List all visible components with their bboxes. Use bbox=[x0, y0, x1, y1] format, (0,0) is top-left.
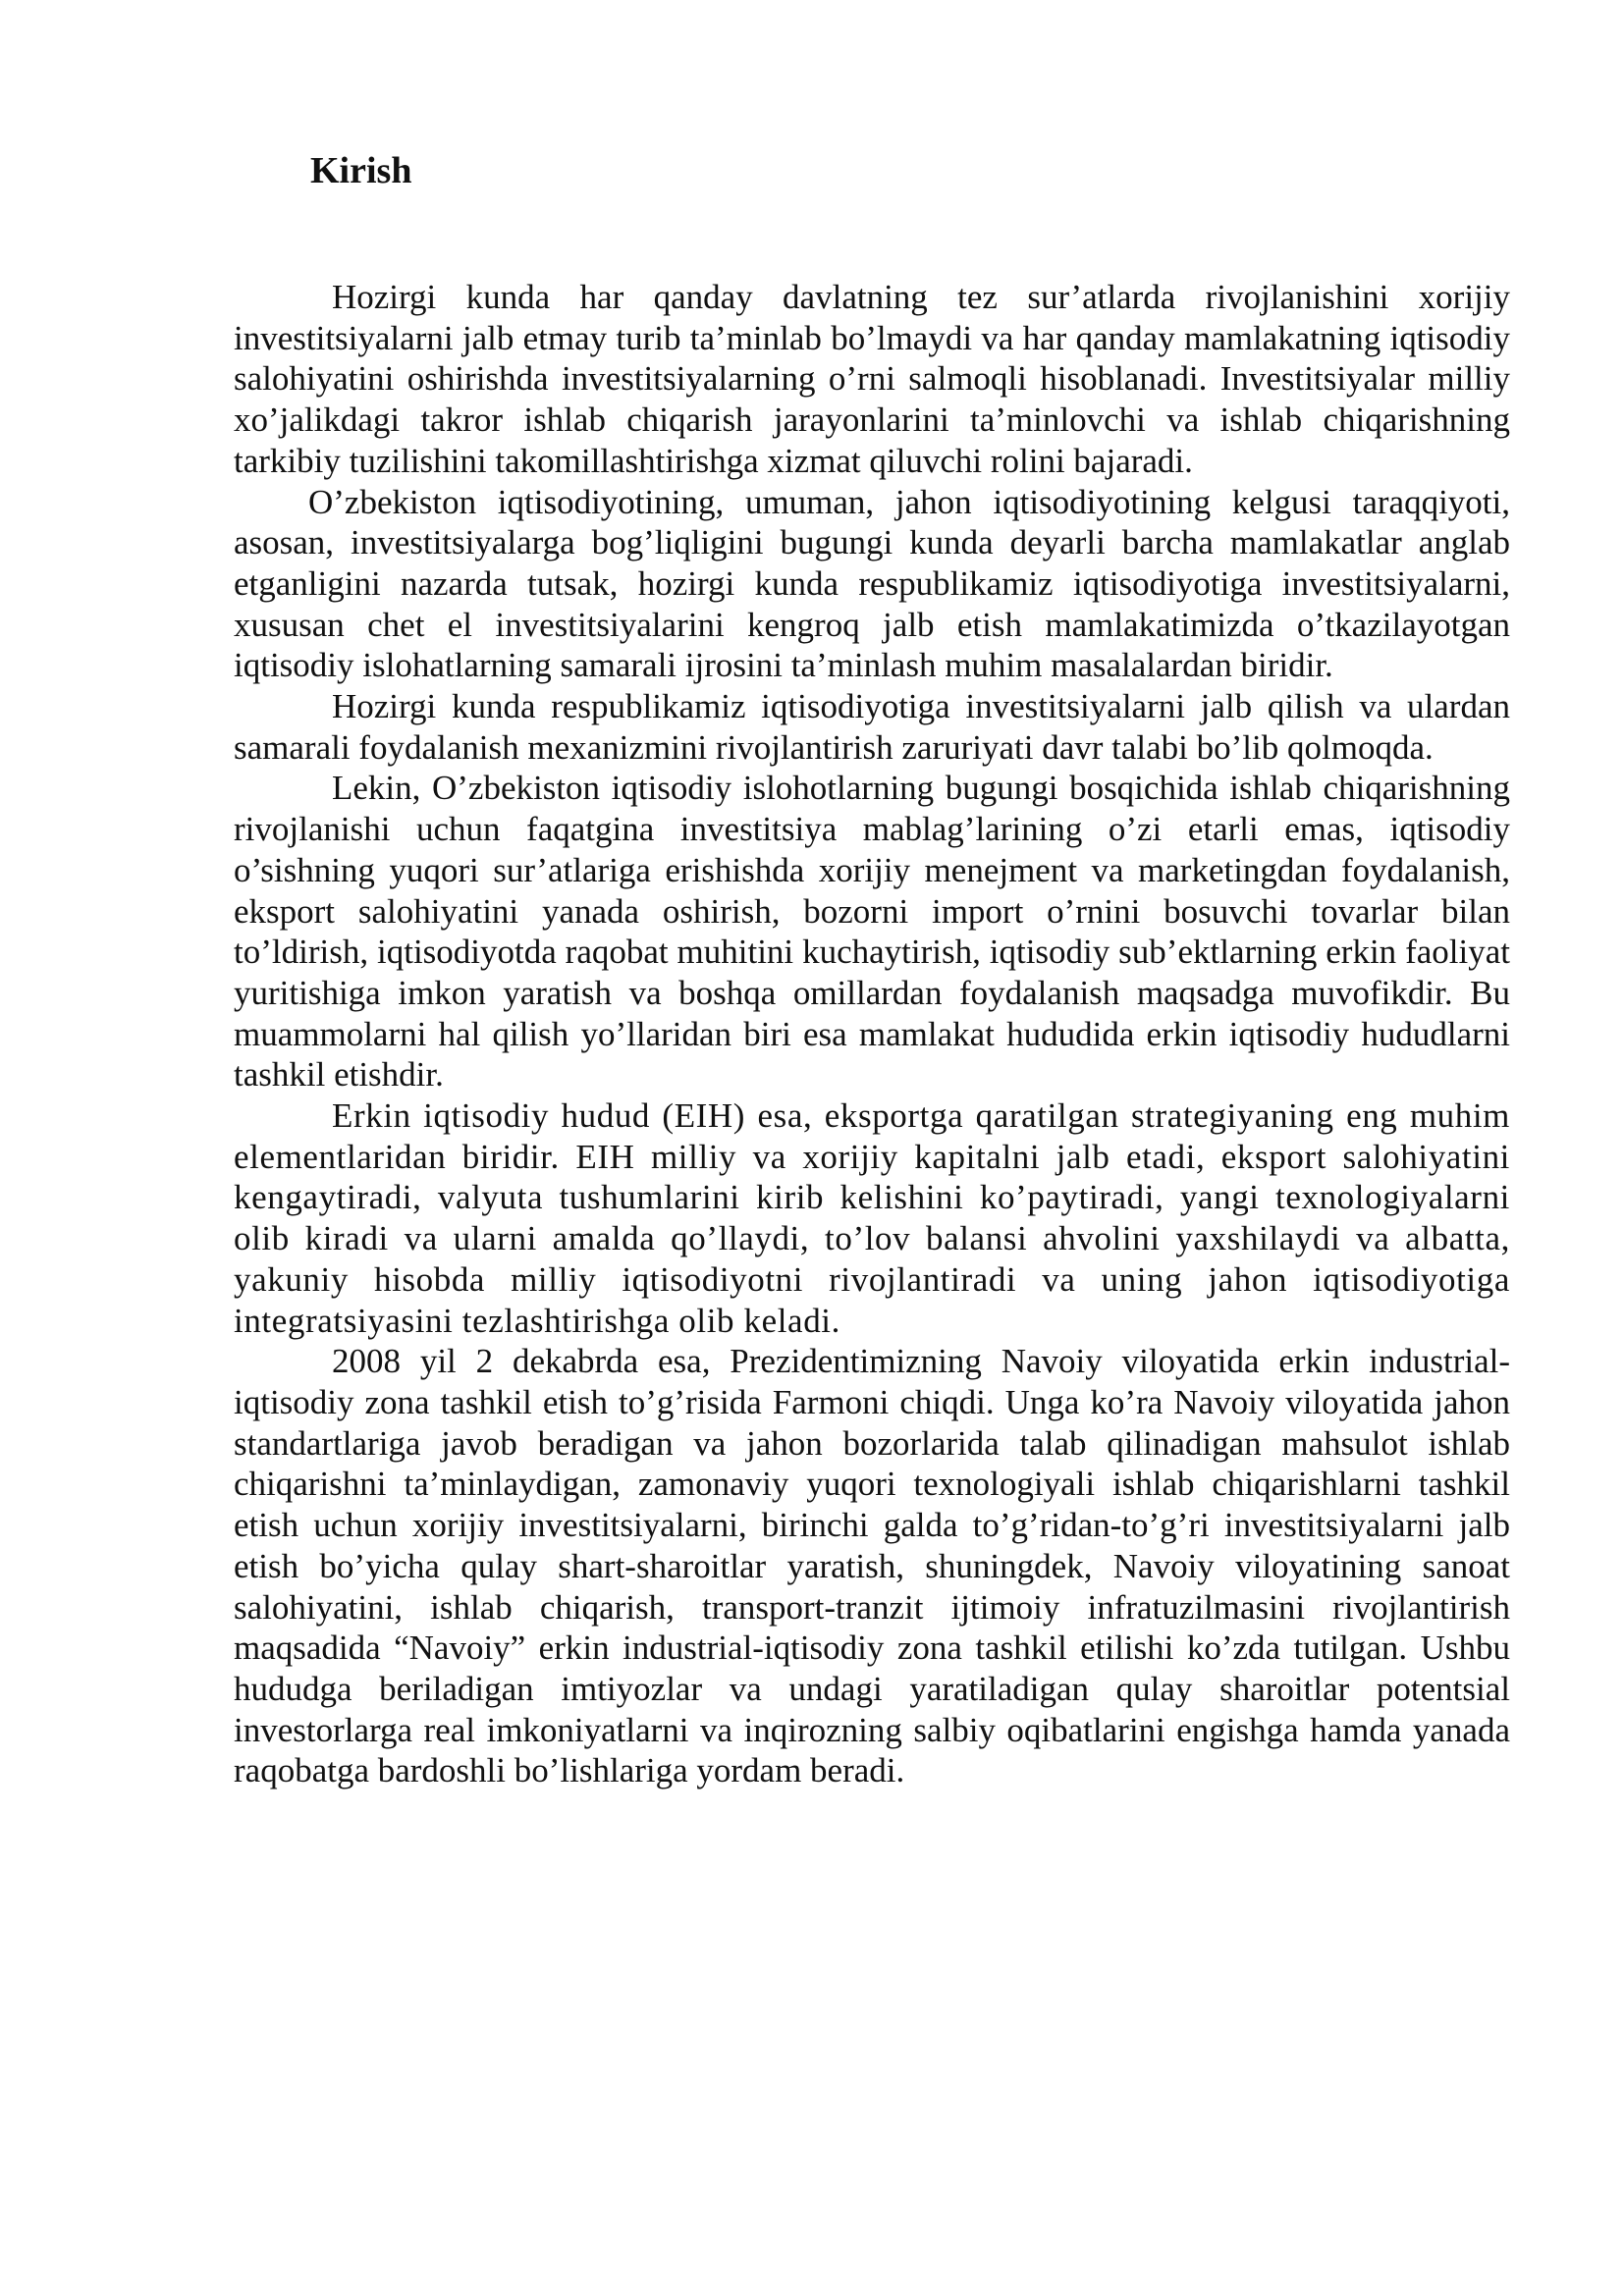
paragraph-4: Lekin, O’zbekiston iqtisodiy islohotlarning bugungi bosqichida ishlab chiqarishning rivojlanishi uchun faqatgina investitsiya mablag’larining o’zi etarli emas, iqtisodiy o’sishning yuqori sur’atlariga erishishda xorijiy menejment va marketingdan foydalanish, eksport salohiyatini yanada oshirish, bozorni import o’rnini bosuvchi tovarlar bilan to’ldirish, iqtisodiyotda raqobat muhitini kuchaytirish, iqtisodiy sub’ektlarning erkin faoliyat yuritishiga imkon yaratish va boshqa omillardan foydalanish maqsadga muvofikdir. Bu muammolarni hal qilish yo’llaridan biri esa mamlakat hududida erkin iqtisodiy hududlarni tashkil etishdir. bbox=[234, 769, 1510, 1095]
paragraph-1: Hozirgi kunda har qanday davlatning tez sur’atlarda rivojlanishini xorijiy investitsiyalarni jalb etmay turib ta’minlab bo’lmaydi va har qanday mamlakatning iqtisodiy salohiyatini oshirishda investitsiyalarning o’rni salmoqli hisoblanadi. Investitsiyalar milliy xo’jalikdagi takror ishlab chiqarish jarayonlarini ta’minlovchi va ishlab chiqarishning tarkibiy tuzilishini takomillashtirishga xizmat qiluvchi rolini bajaradi. bbox=[234, 278, 1510, 480]
document-body bbox=[234, 277, 1510, 1791]
paragraph-2: O’zbekiston iqtisodiyotining, umuman, jahon iqtisodiyotining kelgusi taraqqiyoti, asosan, investitsiyalarga bog’liqligini bugungi kunda deyarli barcha mamlakatlar anglab etganligini nazarda tutsak, hozirgi kunda respublikamiz iqtisodiyotiga investitsiyalarni, xususan chet el investitsiyalarini kengroq jalb etish mamlakatimizda o’tkazilayotgan iqtisodiy islohatlarning samarali ijrosini ta’minlash muhim masalalardan biridir. bbox=[234, 482, 1510, 685]
page-heading: Kirish bbox=[310, 150, 412, 191]
paragraph-5: Erkin iqtisodiy hudud (EIH) esa, eksportga qaratilgan strategiyaning eng muhim elementlaridan biridir. EIH milliy va xorijiy kapitalni jalb etadi, eksport salohiyatini kengaytiradi, valyuta tushumlarini kirib kelishini ko’paytiradi, yangi texnologiyalarni olib kiradi va ularni amalda qo’llaydi, to’lov balansi ahvolini yaxshilaydi va albatta, yakuniy hisobda milliy iqtisodiyotni rivojlantiradi va uning jahon iqtisodiyotiga integratsiyasini tezlashtirishga olib keladi. bbox=[234, 1096, 1510, 1340]
paragraph-6: 2008 yil 2 dekabrda esa, Prezidentimizning Navoiy viloyatida erkin industrial-iqtisodiy zona tashkil etish to’g’risida Farmoni chiqdi. Unga ko’ra Navoiy viloyatida jahon standartlariga javob beradigan va jahon bozorlarida talab qilinadigan mahsulot ishlab chiqarishni ta’minlaydigan, zamonaviy yuqori texnologiyali ishlab chiqarishlarni tashkil etish uchun xorijiy investitsiyalarni, birinchi galda to’g’ridan-to’g’ri investitsiyalarni jalb etish bo’yicha qulay shart-sharoitlar yaratish, shuningdek, Navoiy viloyatining sanoat salohiyatini, ishlab chiqarish, transport-tranzit ijtimoiy infratuzilmasini rivojlantirish maqsadida “Navoiy” erkin industrial-iqtisodiy zona tashkil etilishi ko’zda tutilgan. Ushbu hududga beriladigan imtiyozlar va undagi yaratiladigan qulay sharoitlar potentsial investorlarga real imkoniyatlarni va inqirozning salbiy oqibatlarini engishga hamda yanada raqobatga bardoshli bo’lishlariga yordam beradi. bbox=[234, 1342, 1510, 1790]
paragraph-3: Hozirgi kunda respublikamiz iqtisodiyotiga investitsiyalarni jalb qilish va ulardan samarali foydalanish mexanizmini rivojlantirish zaruriyati davr talabi bo’lib qolmoqda. bbox=[234, 687, 1510, 767]
